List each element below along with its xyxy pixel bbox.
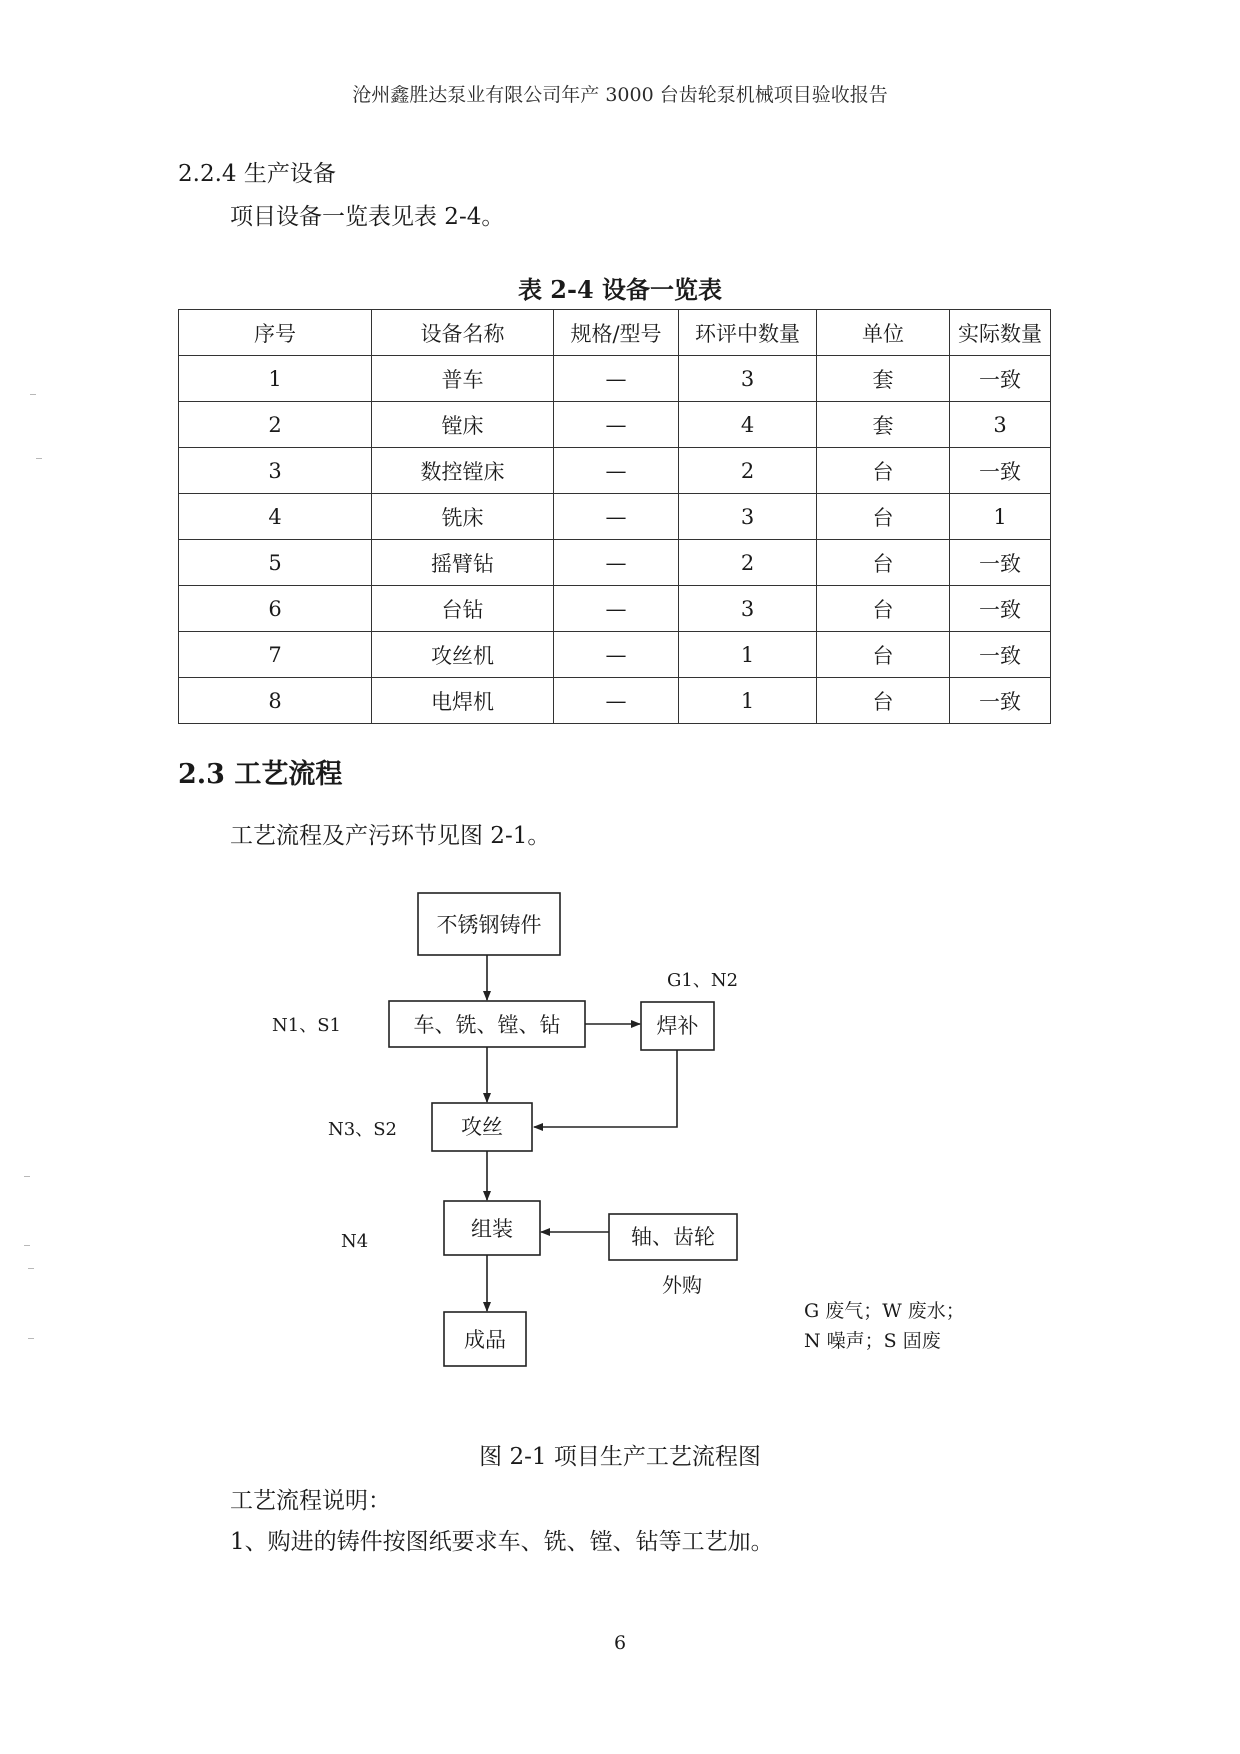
- table-cell: 台: [817, 632, 950, 678]
- scan-mark: [24, 1176, 30, 1177]
- table-cell: 一致: [950, 586, 1051, 632]
- table-cell: 4: [679, 402, 817, 448]
- column-header: 环评中数量: [679, 310, 817, 356]
- box-casting: [418, 893, 560, 955]
- svg-text:成品: 成品: [464, 1328, 506, 1352]
- table-cell: —: [554, 448, 679, 494]
- box-machining: [389, 1001, 585, 1047]
- box-assembly: [444, 1201, 540, 1255]
- page-header: 沧州鑫胜达泵业有限公司年产 3000 台齿轮泵机械项目验收报告: [352, 84, 888, 106]
- table-cell: —: [554, 540, 679, 586]
- label-parts-source: 外购: [662, 1273, 702, 1297]
- scan-mark: [30, 394, 36, 395]
- table-cell: 台: [817, 540, 950, 586]
- label-welding-emissions: G1、N2: [667, 970, 739, 991]
- table-cell: 铣床: [372, 494, 554, 540]
- box-welding: [641, 1002, 714, 1050]
- table-cell: 普车: [372, 356, 554, 402]
- table-cell: 台: [817, 678, 950, 724]
- section-heading-2-3: 2.3 工艺流程: [178, 759, 343, 790]
- table-cell: 8: [179, 678, 372, 724]
- column-header: 规格/型号: [554, 310, 679, 356]
- table-cell: 3: [679, 356, 817, 402]
- table-cell: —: [554, 494, 679, 540]
- table-cell: 台: [817, 448, 950, 494]
- table-cell: 3: [179, 448, 372, 494]
- column-header: 实际数量: [950, 310, 1051, 356]
- table-cell: —: [554, 402, 679, 448]
- legend-line-1: G 废气；W 废水；: [804, 1300, 965, 1322]
- section-intro-text: 项目设备一览表见表 2-4。: [230, 204, 505, 230]
- table-title: 表 2-4 设备一览表: [517, 275, 723, 304]
- scan-mark: [28, 1338, 34, 1339]
- table-cell: 6: [179, 586, 372, 632]
- legend-line-2: N 噪声；S 固废: [804, 1330, 941, 1352]
- figure-caption: 图 2-1 项目生产工艺流程图: [479, 1444, 761, 1470]
- table-cell: 一致: [950, 448, 1051, 494]
- scan-mark: [28, 1268, 34, 1269]
- svg-text:焊补: 焊补: [656, 1014, 699, 1038]
- table-cell: 一致: [950, 356, 1051, 402]
- svg-text:不锈钢铸件: 不锈钢铸件: [436, 913, 542, 937]
- svg-text:轴、齿轮: 轴、齿轮: [631, 1225, 715, 1249]
- section-heading-2-2-4: 2.2.4 生产设备: [178, 161, 336, 187]
- arrow-welding-to-tapping: [534, 1050, 677, 1127]
- label-assembly-emissions: N4: [341, 1231, 369, 1252]
- table-cell: —: [554, 678, 679, 724]
- table-cell: 3: [950, 402, 1051, 448]
- table-cell: 数控镗床: [372, 448, 554, 494]
- table-cell: 电焊机: [372, 678, 554, 724]
- table-cell: 5: [179, 540, 372, 586]
- page-number: 6: [613, 1632, 627, 1654]
- label-tapping-emissions: N3、S2: [328, 1119, 397, 1140]
- svg-text:组装: 组装: [471, 1217, 513, 1241]
- table-cell: 台: [817, 494, 950, 540]
- table-cell: 1: [950, 494, 1051, 540]
- table-cell: 1: [179, 356, 372, 402]
- table-cell: 2: [679, 540, 817, 586]
- table-cell: 3: [679, 494, 817, 540]
- table-cell: 台: [817, 586, 950, 632]
- svg-text:攻丝: 攻丝: [461, 1115, 503, 1139]
- table-cell: 4: [179, 494, 372, 540]
- box-tapping: [432, 1103, 532, 1151]
- process-notes-heading: 工艺流程说明：: [230, 1488, 391, 1514]
- section-intro-text: 工艺流程及产污环节见图 2-1。: [230, 823, 551, 849]
- table-cell: 摇臂钻: [372, 540, 554, 586]
- column-header: 单位: [817, 310, 950, 356]
- table-cell: 3: [679, 586, 817, 632]
- svg-text:车、铣、镗、钻: 车、铣、镗、钻: [413, 1013, 561, 1037]
- table-cell: 7: [179, 632, 372, 678]
- table-cell: 一致: [950, 678, 1051, 724]
- table-cell: —: [554, 356, 679, 402]
- column-header: 序号: [179, 310, 372, 356]
- table-cell: 一致: [950, 540, 1051, 586]
- box-product: [444, 1312, 526, 1366]
- table-cell: 2: [679, 448, 817, 494]
- scan-mark: [36, 458, 42, 459]
- scan-mark: [24, 1245, 30, 1246]
- table-cell: 2: [179, 402, 372, 448]
- table-cell: 套: [817, 356, 950, 402]
- process-notes-item-1: 1、购进的铸件按图纸要求车、铣、镗、钻等工艺加。: [230, 1529, 774, 1555]
- table-cell: 攻丝机: [372, 632, 554, 678]
- table-cell: —: [554, 632, 679, 678]
- column-header: 设备名称: [372, 310, 554, 356]
- table-cell: 一致: [950, 632, 1051, 678]
- table-cell: 镗床: [372, 402, 554, 448]
- table-cell: 套: [817, 402, 950, 448]
- label-machining-emissions: N1、S1: [272, 1015, 341, 1036]
- table-cell: —: [554, 586, 679, 632]
- table-cell: 1: [679, 632, 817, 678]
- box-parts: [609, 1214, 737, 1260]
- table-cell: 1: [679, 678, 817, 724]
- table-cell: 台钻: [372, 586, 554, 632]
